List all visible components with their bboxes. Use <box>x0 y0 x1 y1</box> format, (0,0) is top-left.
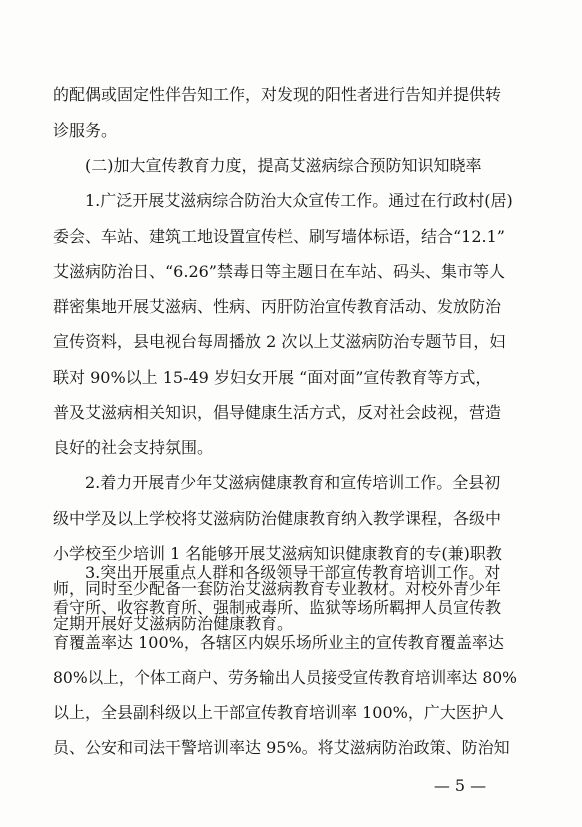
text-line <box>0 289 582 325</box>
line-text: 诊服务。 <box>53 121 118 140</box>
line-text: 普及艾滋病相关知识，倡导健康生活方式，反对社会歧视，营造 <box>53 403 502 422</box>
text-line <box>0 465 582 501</box>
line-text: 员、公安和司法干警培训率达 95%。将艾滋病防治政策、防治知 <box>53 738 510 757</box>
line-text: 80%以上，个体工商户、劳务输出人员接受宣传教育培训率达 80% <box>53 668 517 687</box>
line-text: 级中学及以上学校将艾滋病防治健康教育纳入教学课程，各级中 <box>53 509 502 528</box>
text-line <box>0 730 582 766</box>
section-heading <box>0 148 582 184</box>
text-line <box>0 695 582 731</box>
line-text: 看守所、收容教育所、强制戒毒所、监狱等场所羁押人员宣传教 <box>53 598 502 617</box>
text-line <box>0 324 582 360</box>
text-line <box>0 360 582 396</box>
text-line <box>0 395 582 431</box>
line-text: 艾滋病防治日、“6.26”禁毒日等主题日在车站、码头、集市等人 <box>53 262 505 281</box>
line-text: 定期开展好艾滋病防治健康教育。 <box>53 614 294 633</box>
line-text: 3.突出开展重点人群和各级领导干部宣传教育培训工作。对 <box>85 563 501 582</box>
line-text: 的配偶或固定性伴告知工作，对发现的阳性者进行告知并提供转 <box>53 85 502 104</box>
line-text: 群密集地开展艾滋病、性病、丙肝防治宣传教育活动、发放防治 <box>53 297 502 316</box>
text-line <box>0 590 582 626</box>
line-text: 联对 90%以上 15-49 岁妇女开展 “面对面”宣传教育等方式， <box>53 368 492 387</box>
text-line <box>0 555 582 591</box>
line-text: 育覆盖率达 100%，各辖区内娱乐场所业主的宣传教育覆盖率达 <box>53 633 504 652</box>
line-text: 良好的社会支持氛围。 <box>53 438 214 457</box>
text-line <box>0 501 582 537</box>
line-text: (二)加大宣传教育力度，提高艾滋病综合预防知识知晓率 <box>85 156 482 175</box>
text-line <box>0 660 582 696</box>
page-number: — 5 — <box>433 776 487 795</box>
line-text: 2.着力开展青少年艾滋病健康教育和宣传培训工作。全县初 <box>85 473 501 492</box>
line-text: 师，同时至少配备一套防治艾滋病教育专业教材。对校外青少年 <box>53 579 502 598</box>
text-line <box>0 430 582 466</box>
text-line <box>0 254 582 290</box>
line-text: 以上，全县副科级以上干部宣传教育培训率 100%，广大医护人 <box>53 703 504 722</box>
text-line <box>0 113 582 149</box>
line-text: 1.广泛开展艾滋病综合防治大众宣传工作。通过在行政村(居) <box>85 191 513 210</box>
line-text: 宣传资料，县电视台每周播放 2 次以上艾滋病防治专题节目，妇 <box>53 332 506 351</box>
text-line <box>0 219 582 255</box>
text-line <box>0 625 582 661</box>
text-line <box>0 77 582 113</box>
line-text: 小学校至少培训 1 名能够开展艾滋病知识健康教育的专(兼)职教 <box>53 544 502 563</box>
line-text: 委会、车站、建筑工地设置宣传栏、刷写墙体标语，结合“12.1” <box>53 227 505 246</box>
text-line <box>0 183 582 219</box>
